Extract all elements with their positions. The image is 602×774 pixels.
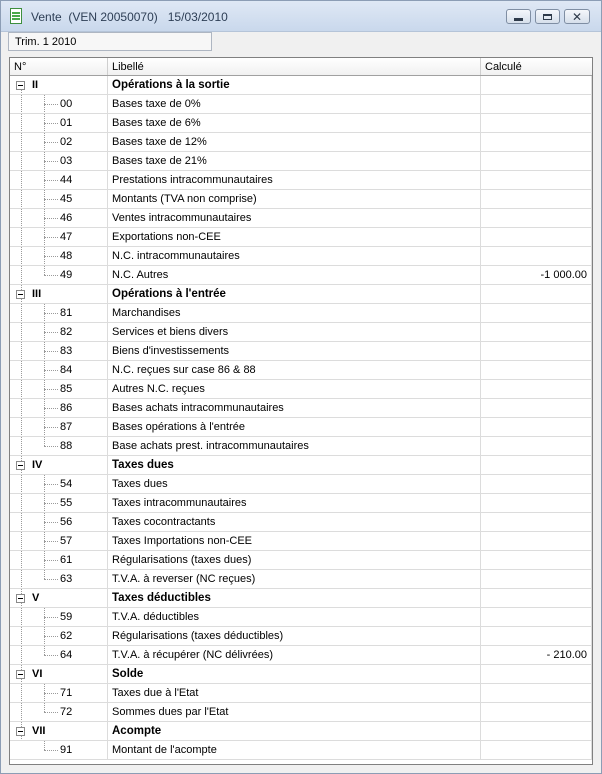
tree-line bbox=[21, 684, 22, 702]
item-number: 81 bbox=[60, 307, 73, 319]
tree-branch bbox=[44, 560, 58, 561]
item-number: 86 bbox=[60, 402, 73, 414]
item-label: T.V.A. déductibles bbox=[108, 608, 481, 626]
tree-branch bbox=[44, 712, 58, 713]
item-label: Services et biens divers bbox=[108, 323, 481, 341]
maximize-icon bbox=[543, 14, 552, 20]
tree-branch bbox=[44, 218, 58, 219]
tree-branch bbox=[44, 636, 58, 637]
item-label: Taxes Importations non-CEE bbox=[108, 532, 481, 550]
item-num-cell bbox=[10, 171, 108, 189]
item-num-cell bbox=[10, 646, 108, 664]
item-num-cell bbox=[10, 627, 108, 645]
tree-branch bbox=[44, 503, 58, 504]
item-label: Bases taxe de 21% bbox=[108, 152, 481, 170]
item-row[interactable] bbox=[10, 266, 592, 285]
item-num-cell bbox=[10, 513, 108, 531]
item-number: 63 bbox=[60, 573, 73, 585]
tree-branch bbox=[44, 427, 58, 428]
group-row[interactable] bbox=[10, 589, 592, 608]
item-num-cell bbox=[10, 133, 108, 151]
item-label: Ventes intracommunautaires bbox=[108, 209, 481, 227]
item-value[interactable] bbox=[481, 247, 592, 265]
item-value[interactable] bbox=[481, 418, 592, 436]
group-value bbox=[481, 722, 592, 740]
item-label: Bases taxe de 12% bbox=[108, 133, 481, 151]
item-num-cell bbox=[10, 342, 108, 360]
close-button[interactable] bbox=[564, 9, 590, 24]
tree-line bbox=[21, 437, 22, 455]
item-num-cell bbox=[10, 494, 108, 512]
item-label: Exportations non-CEE bbox=[108, 228, 481, 246]
item-row[interactable] bbox=[10, 304, 592, 323]
item-num-cell bbox=[10, 570, 108, 588]
tree-line bbox=[21, 95, 22, 113]
item-number: 56 bbox=[60, 516, 73, 528]
item-num-cell bbox=[10, 399, 108, 417]
item-row[interactable] bbox=[10, 133, 592, 152]
item-label: Régularisations (taxes dues) bbox=[108, 551, 481, 569]
tree-line bbox=[44, 741, 45, 750]
item-row[interactable] bbox=[10, 703, 592, 722]
title-bar[interactable] bbox=[1, 1, 601, 32]
group-number: III bbox=[32, 288, 42, 300]
tree-line bbox=[21, 551, 22, 569]
tree-line bbox=[21, 532, 22, 550]
item-value[interactable] bbox=[481, 361, 592, 379]
item-num-cell bbox=[10, 437, 108, 455]
tree-line bbox=[21, 399, 22, 417]
item-number: 71 bbox=[60, 687, 73, 699]
item-row[interactable] bbox=[10, 380, 592, 399]
tree-line bbox=[21, 418, 22, 436]
item-label: N.C. reçues sur case 86 & 88 bbox=[108, 361, 481, 379]
item-value[interactable]: - 210.00 bbox=[481, 646, 592, 664]
item-row[interactable] bbox=[10, 532, 592, 551]
group-value bbox=[481, 76, 592, 94]
item-row[interactable] bbox=[10, 437, 592, 456]
item-num-cell bbox=[10, 209, 108, 227]
item-label: Sommes dues par l'Etat bbox=[108, 703, 481, 721]
vat-grid[interactable] bbox=[9, 57, 593, 765]
item-label: Taxes cocontractants bbox=[108, 513, 481, 531]
item-value[interactable] bbox=[481, 209, 592, 227]
group-label: Taxes dues bbox=[108, 456, 481, 474]
item-row[interactable] bbox=[10, 228, 592, 247]
tree-line bbox=[21, 608, 22, 626]
tree-branch bbox=[44, 522, 58, 523]
item-value[interactable] bbox=[481, 627, 592, 645]
tree-line bbox=[44, 437, 45, 446]
group-number: VII bbox=[32, 725, 46, 737]
item-label: Bases taxe de 0% bbox=[108, 95, 481, 113]
item-number: 87 bbox=[60, 421, 73, 433]
group-row[interactable] bbox=[10, 456, 592, 475]
tree-line bbox=[21, 304, 22, 322]
item-row[interactable] bbox=[10, 494, 592, 513]
tree-line bbox=[21, 114, 22, 132]
item-num-cell bbox=[10, 741, 108, 759]
item-row[interactable] bbox=[10, 741, 592, 760]
item-value[interactable] bbox=[481, 494, 592, 512]
tree-line bbox=[21, 323, 22, 341]
item-label: Autres N.C. reçues bbox=[108, 380, 481, 398]
item-row[interactable] bbox=[10, 152, 592, 171]
item-number: 57 bbox=[60, 535, 73, 547]
group-num-cell bbox=[10, 665, 108, 683]
item-number: 47 bbox=[60, 231, 73, 243]
tree-line bbox=[21, 342, 22, 360]
item-row[interactable] bbox=[10, 475, 592, 494]
item-number: 59 bbox=[60, 611, 73, 623]
group-num-cell bbox=[10, 76, 108, 94]
item-num-cell bbox=[10, 418, 108, 436]
item-number: 91 bbox=[60, 744, 73, 756]
item-num-cell bbox=[10, 114, 108, 132]
group-number: VI bbox=[32, 668, 43, 680]
group-num-cell bbox=[10, 722, 108, 740]
tree-branch bbox=[44, 484, 58, 485]
item-number: 49 bbox=[60, 269, 73, 281]
tree-line bbox=[21, 209, 22, 227]
tree-line bbox=[21, 190, 22, 208]
group-row[interactable] bbox=[10, 722, 592, 741]
item-num-cell bbox=[10, 703, 108, 721]
item-value[interactable] bbox=[481, 513, 592, 531]
tree-branch bbox=[44, 161, 58, 162]
group-label: Opérations à la sortie bbox=[108, 76, 481, 94]
item-row[interactable] bbox=[10, 361, 592, 380]
item-num-cell bbox=[10, 475, 108, 493]
tree-branch bbox=[44, 617, 58, 618]
item-label: Taxes intracommunautaires bbox=[108, 494, 481, 512]
grid-header bbox=[10, 58, 592, 76]
collapse-icon[interactable] bbox=[16, 81, 25, 90]
item-value[interactable] bbox=[481, 551, 592, 569]
item-value[interactable] bbox=[481, 608, 592, 626]
item-value[interactable] bbox=[481, 703, 592, 721]
tree-branch bbox=[44, 256, 58, 257]
column-header-label[interactable]: Libellé bbox=[108, 58, 481, 75]
collapse-icon[interactable] bbox=[16, 290, 25, 299]
group-label: Taxes déductibles bbox=[108, 589, 481, 607]
group-value bbox=[481, 589, 592, 607]
item-label: Base achats prest. intracommunautaires bbox=[108, 437, 481, 455]
item-row[interactable] bbox=[10, 342, 592, 361]
item-num-cell bbox=[10, 608, 108, 626]
item-label: Bases opérations à l'entrée bbox=[108, 418, 481, 436]
item-num-cell bbox=[10, 190, 108, 208]
collapse-icon[interactable] bbox=[16, 727, 25, 736]
item-value[interactable] bbox=[481, 133, 592, 151]
item-number: 62 bbox=[60, 630, 73, 642]
tree-branch bbox=[44, 275, 58, 276]
group-value bbox=[481, 456, 592, 474]
item-number: 03 bbox=[60, 155, 73, 167]
item-row[interactable] bbox=[10, 608, 592, 627]
item-label: Taxes dues bbox=[108, 475, 481, 493]
item-row[interactable] bbox=[10, 570, 592, 589]
tree-branch bbox=[44, 655, 58, 656]
item-row[interactable] bbox=[10, 323, 592, 342]
group-num-cell bbox=[10, 285, 108, 303]
tree-branch bbox=[44, 389, 58, 390]
item-row[interactable] bbox=[10, 209, 592, 228]
item-label: T.V.A. à récupérer (NC délivrées) bbox=[108, 646, 481, 664]
item-number: 00 bbox=[60, 98, 73, 110]
item-value[interactable] bbox=[481, 95, 592, 113]
group-label: Opérations à l'entrée bbox=[108, 285, 481, 303]
item-row[interactable] bbox=[10, 247, 592, 266]
tree-branch bbox=[44, 104, 58, 105]
minimize-button[interactable] bbox=[506, 9, 531, 24]
tree-line bbox=[21, 646, 22, 664]
item-value[interactable] bbox=[481, 570, 592, 588]
item-number: 64 bbox=[60, 649, 73, 661]
item-num-cell bbox=[10, 152, 108, 170]
item-num-cell bbox=[10, 323, 108, 341]
item-value[interactable] bbox=[481, 380, 592, 398]
item-row[interactable] bbox=[10, 646, 592, 665]
item-label: N.C. intracommunautaires bbox=[108, 247, 481, 265]
item-number: 01 bbox=[60, 117, 73, 129]
item-num-cell bbox=[10, 380, 108, 398]
item-value[interactable] bbox=[481, 342, 592, 360]
item-row[interactable] bbox=[10, 418, 592, 437]
item-row[interactable] bbox=[10, 399, 592, 418]
item-number: 61 bbox=[60, 554, 73, 566]
item-value[interactable] bbox=[481, 684, 592, 702]
item-num-cell bbox=[10, 95, 108, 113]
collapse-icon[interactable] bbox=[16, 461, 25, 470]
group-row[interactable] bbox=[10, 76, 592, 95]
item-number: 85 bbox=[60, 383, 73, 395]
item-row[interactable] bbox=[10, 513, 592, 532]
item-number: 72 bbox=[60, 706, 73, 718]
group-number: IV bbox=[32, 459, 43, 471]
group-row[interactable] bbox=[10, 665, 592, 684]
item-label: Régularisations (taxes déductibles) bbox=[108, 627, 481, 645]
item-value[interactable] bbox=[481, 190, 592, 208]
tree-line bbox=[21, 228, 22, 246]
item-label: N.C. Autres bbox=[108, 266, 481, 284]
group-number: II bbox=[32, 79, 39, 91]
item-value[interactable] bbox=[481, 152, 592, 170]
tree-branch bbox=[44, 693, 58, 694]
tree-branch bbox=[44, 351, 58, 352]
item-number: 48 bbox=[60, 250, 73, 262]
maximize-button[interactable] bbox=[535, 9, 560, 24]
tree-line bbox=[21, 152, 22, 170]
item-row[interactable] bbox=[10, 551, 592, 570]
tree-line bbox=[44, 570, 45, 579]
grid-body bbox=[10, 76, 592, 760]
tree-line bbox=[21, 627, 22, 645]
tree-line bbox=[44, 646, 45, 655]
item-number: 84 bbox=[60, 364, 73, 376]
item-label: Montant de l'acompte bbox=[108, 741, 481, 759]
minimize-icon bbox=[514, 18, 523, 21]
item-value[interactable] bbox=[481, 228, 592, 246]
item-num-cell bbox=[10, 228, 108, 246]
item-value[interactable] bbox=[481, 114, 592, 132]
group-label: Solde bbox=[108, 665, 481, 683]
item-number: 82 bbox=[60, 326, 73, 338]
tree-line bbox=[21, 494, 22, 512]
tree-branch bbox=[44, 750, 58, 751]
tree-branch bbox=[44, 180, 58, 181]
collapse-icon[interactable] bbox=[16, 670, 25, 679]
tree-line bbox=[21, 266, 22, 284]
item-value[interactable] bbox=[481, 399, 592, 417]
item-number: 46 bbox=[60, 212, 73, 224]
item-number: 02 bbox=[60, 136, 73, 148]
close-icon: ✕ bbox=[571, 9, 583, 24]
group-value bbox=[481, 665, 592, 683]
group-num-cell bbox=[10, 456, 108, 474]
item-number: 55 bbox=[60, 497, 73, 509]
spreadsheet-icon bbox=[10, 8, 22, 24]
tree-line bbox=[21, 703, 22, 721]
tree-branch bbox=[44, 142, 58, 143]
item-label: Taxes due à l'Etat bbox=[108, 684, 481, 702]
tree-branch bbox=[44, 123, 58, 124]
window-title: Vente (VEN 20050070) 15/03/2010 bbox=[31, 10, 228, 24]
group-label: Acompte bbox=[108, 722, 481, 740]
item-num-cell bbox=[10, 361, 108, 379]
item-label: Marchandises bbox=[108, 304, 481, 322]
item-label: Montants (TVA non comprise) bbox=[108, 190, 481, 208]
item-value[interactable] bbox=[481, 171, 592, 189]
item-row[interactable] bbox=[10, 627, 592, 646]
item-value[interactable] bbox=[481, 437, 592, 455]
tree-line bbox=[44, 703, 45, 712]
item-number: 83 bbox=[60, 345, 73, 357]
item-value[interactable] bbox=[481, 741, 592, 759]
tree-line bbox=[21, 133, 22, 151]
group-row[interactable] bbox=[10, 285, 592, 304]
item-number: 45 bbox=[60, 193, 73, 205]
item-num-cell bbox=[10, 684, 108, 702]
item-number: 88 bbox=[60, 440, 73, 452]
column-header-calc[interactable]: Calculé bbox=[485, 61, 522, 73]
item-value[interactable] bbox=[481, 304, 592, 322]
column-header-num[interactable]: N° bbox=[10, 58, 108, 75]
tree-branch bbox=[44, 313, 58, 314]
tree-branch bbox=[44, 541, 58, 542]
item-value[interactable] bbox=[481, 532, 592, 550]
group-number: V bbox=[32, 592, 40, 604]
item-number: 44 bbox=[60, 174, 73, 186]
item-num-cell bbox=[10, 266, 108, 284]
tree-line bbox=[44, 266, 45, 275]
tree-line bbox=[21, 380, 22, 398]
tree-line bbox=[21, 513, 22, 531]
tree-branch bbox=[44, 408, 58, 409]
tree-line bbox=[21, 570, 22, 588]
tree-branch bbox=[44, 199, 58, 200]
tree-branch bbox=[44, 446, 58, 447]
item-row[interactable] bbox=[10, 684, 592, 703]
item-label: Biens d'investissements bbox=[108, 342, 481, 360]
item-label: Bases achats intracommunautaires bbox=[108, 399, 481, 417]
tree-line bbox=[21, 247, 22, 265]
tree-line bbox=[21, 171, 22, 189]
item-number: 54 bbox=[60, 478, 73, 490]
group-num-cell bbox=[10, 589, 108, 607]
item-row[interactable] bbox=[10, 190, 592, 209]
item-num-cell bbox=[10, 304, 108, 322]
tree-branch bbox=[44, 237, 58, 238]
item-label: Bases taxe de 6% bbox=[108, 114, 481, 132]
item-row[interactable] bbox=[10, 171, 592, 190]
tree-branch bbox=[44, 370, 58, 371]
item-row[interactable] bbox=[10, 114, 592, 133]
item-label: T.V.A. à reverser (NC reçues) bbox=[108, 570, 481, 588]
item-value[interactable] bbox=[481, 475, 592, 493]
collapse-icon[interactable] bbox=[16, 594, 25, 603]
item-value[interactable]: -1 000.00 bbox=[481, 266, 592, 284]
item-value[interactable] bbox=[481, 323, 592, 341]
tree-line bbox=[21, 361, 22, 379]
item-num-cell bbox=[10, 247, 108, 265]
tree-branch bbox=[44, 332, 58, 333]
item-num-cell bbox=[10, 551, 108, 569]
tree-line bbox=[21, 475, 22, 493]
period-field[interactable]: Trim. 1 2010 bbox=[8, 32, 212, 51]
tree-branch bbox=[44, 579, 58, 580]
item-row[interactable] bbox=[10, 95, 592, 114]
item-label: Prestations intracommunautaires bbox=[108, 171, 481, 189]
item-num-cell bbox=[10, 532, 108, 550]
group-value bbox=[481, 285, 592, 303]
